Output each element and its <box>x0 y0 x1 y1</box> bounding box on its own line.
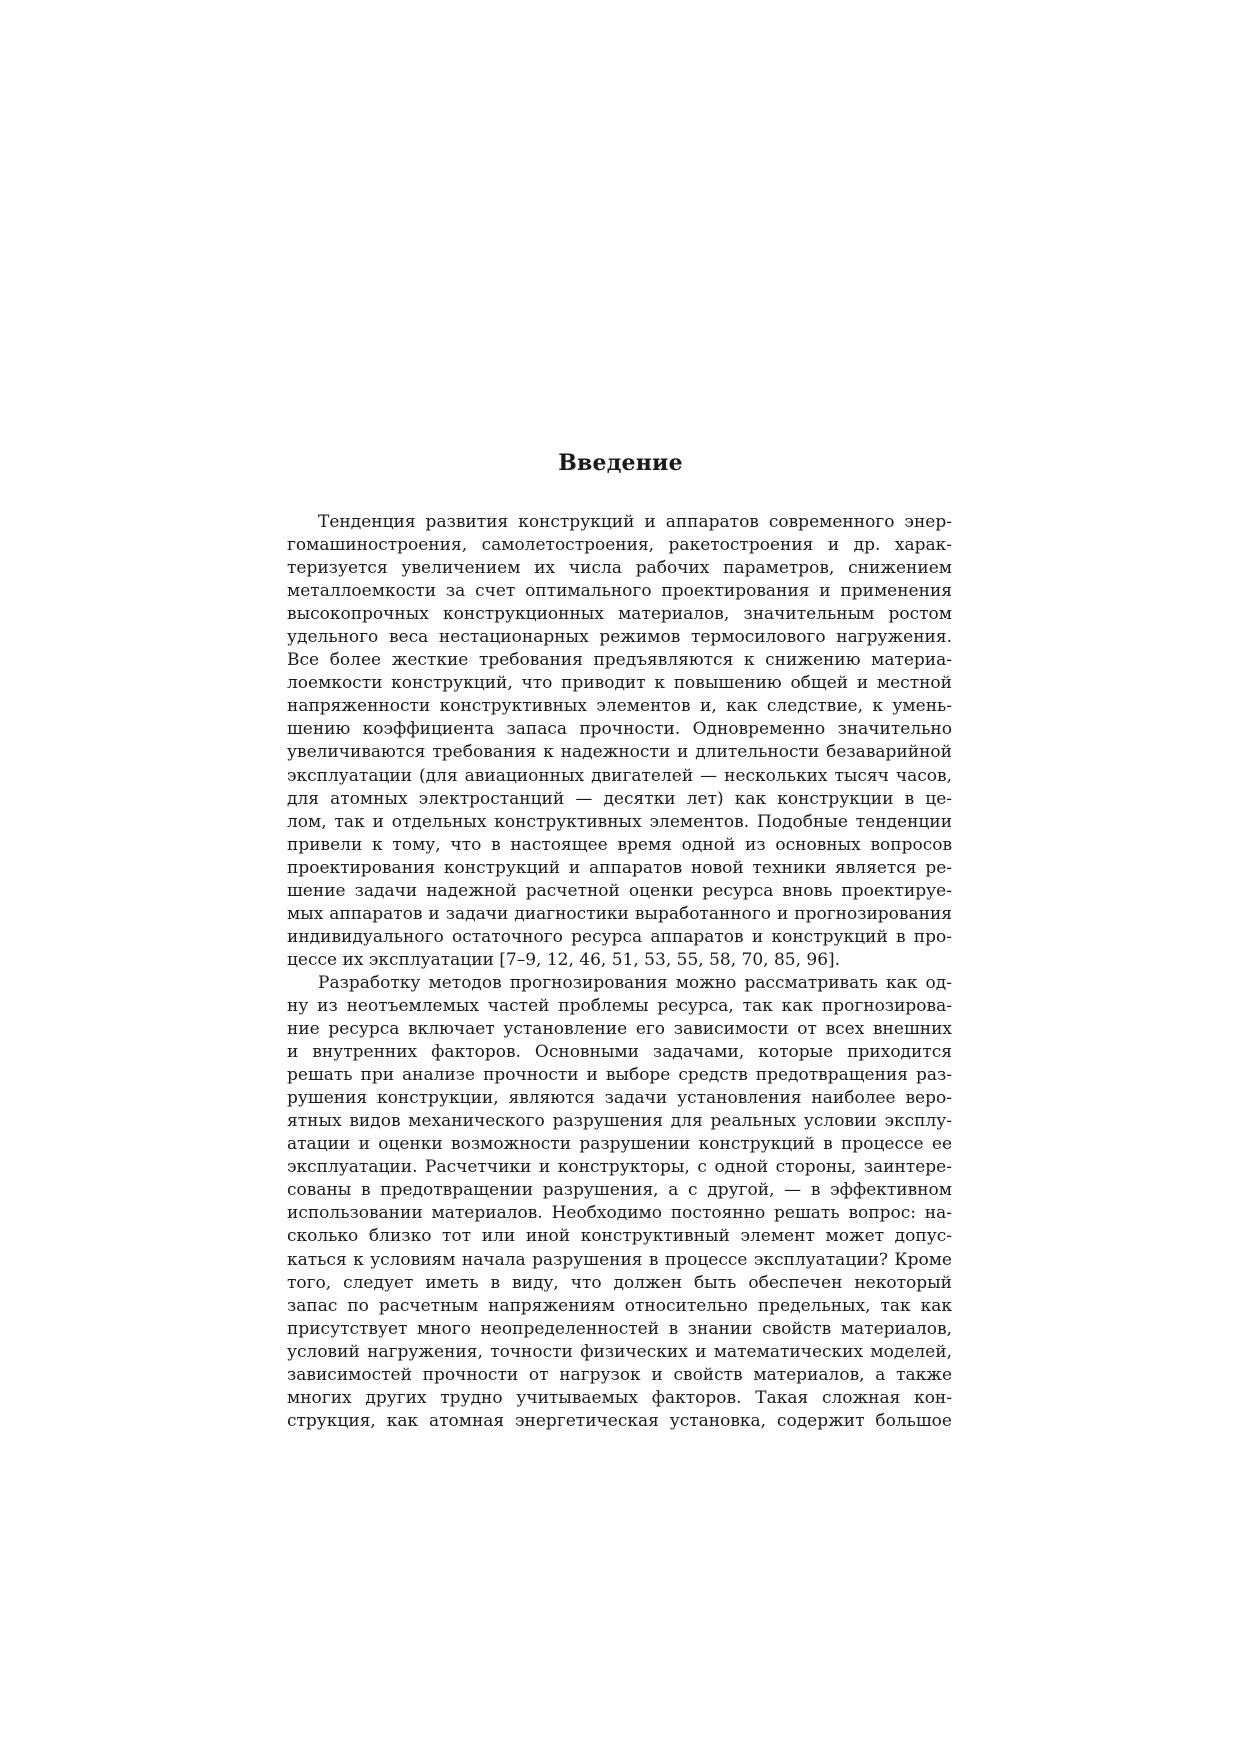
text-line: сколько близко тот или иной конструктивный элемент может допус- <box>287 1226 952 1247</box>
text-line: каться к условиям начала разрушения в процессе эксплуатации? Кроме <box>287 1249 952 1270</box>
text-line: и внутренних факторов. Основными задачами, которые приходится <box>287 1042 952 1063</box>
text-line: сованы в предотвращении разрушения, а с другой, — в эффективном <box>287 1180 952 1201</box>
paragraph-2 <box>287 972 952 1433</box>
text-line: рушения конструкции, являются задачи установления наиболее веро- <box>287 1088 952 1109</box>
text-line: теризуется увеличением их числа рабочих параметров, снижением <box>287 558 952 579</box>
text-line: решать при анализе прочности и выборе средств предотвращения раз- <box>287 1065 952 1086</box>
text-line: лоемкости конструкций, что приводит к повышению общей и местной <box>287 673 952 694</box>
text-line: напряженности конструктивных элементов и, как следствие, к умень- <box>287 696 953 717</box>
text-line: проектирования конструкций и аппаратов новой техники является ре- <box>287 857 953 878</box>
text-line: шение задачи надежной расчетной оценки ресурса вновь проектируе- <box>287 880 952 901</box>
text-line: ну из неотъемлемых частей проблемы ресурса, так как прогнозирова- <box>287 995 952 1016</box>
text-line: цессе их эксплуатации [7–9, 12, 46, 51, 53, 55, 58, 70, 85, 96]. <box>287 949 841 970</box>
text-line: металлоемкости за счет оптимального проектирования и применения <box>287 581 953 602</box>
text-line: ние ресурса включает установление его зависимости от всех внешних <box>287 1019 953 1040</box>
text-line: Разработку методов прогнозирования можно рассматривать как од- <box>318 972 952 993</box>
text-line: условий нагружения, точности физических и математических моделей, <box>287 1341 952 1362</box>
text-line: Тенденция развития конструкций и аппаратов современного энер- <box>318 512 952 532</box>
body-text <box>287 511 952 1433</box>
text-line: лом, так и отдельных конструктивных элементов. Подобные тенденции <box>287 811 953 832</box>
text-line: эксплуатации (для авиационных двигателей — нескольких тысяч часов, <box>287 765 952 786</box>
text-line: привели к тому, что в настоящее время одной из основных вопросов <box>287 834 953 855</box>
text-line: зависимостей прочности от нагрузок и свойств материалов, а также <box>287 1364 953 1385</box>
text-line: присутствует много неопределенностей в знании свойств материалов, <box>287 1318 953 1339</box>
text-line: гомашиностроения, самолетостроения, ракетостроения и др. харак- <box>287 535 952 556</box>
text-line: Все более жесткие требования предъявляются к снижению материа- <box>287 650 953 671</box>
text-line: того, следует иметь в виду, что должен быть обеспечен некоторый <box>287 1272 952 1293</box>
chapter-title: Введение <box>558 450 683 476</box>
text-line: индивидуального остаточного ресурса аппаратов и конструкций в про- <box>287 926 953 947</box>
text-line: увеличиваются требования к надежности и длительности безаварийной <box>287 742 952 763</box>
paragraph-1 <box>287 511 952 972</box>
text-line: для атомных электростанций — десятки лет) как конструкции в це- <box>287 788 953 809</box>
text-line: запас по расчетным напряжениям относительно предельных, так как <box>287 1295 953 1316</box>
text-line: атации и оценки возможности разрушении конструкций в процессе ее <box>287 1134 953 1155</box>
text-line: использовании материалов. Необходимо постоянно решать вопрос: на- <box>287 1203 953 1224</box>
text-line: эксплуатации. Расчетчики и конструкторы, с одной стороны, заинтере- <box>287 1157 952 1178</box>
text-line: струкция, как атомная энергетическая установка, содержит большое <box>287 1410 952 1431</box>
text-line: мых аппаратов и задачи диагностики выработанного и прогнозирования <box>287 903 953 924</box>
text-line: ятных видов механического разрушения для реальных условии эксплу- <box>287 1111 952 1132</box>
text-line: удельного веса нестационарных режимов термосилового нагружения. <box>287 627 953 648</box>
text-line: многих других трудно учитываемых факторов. Такая сложная кон- <box>287 1387 953 1408</box>
text-line: шению коэффициента запаса прочности. Одновременно значительно <box>287 719 952 740</box>
text-line: высокопрочных конструкционных материалов, значительным ростом <box>287 604 953 625</box>
